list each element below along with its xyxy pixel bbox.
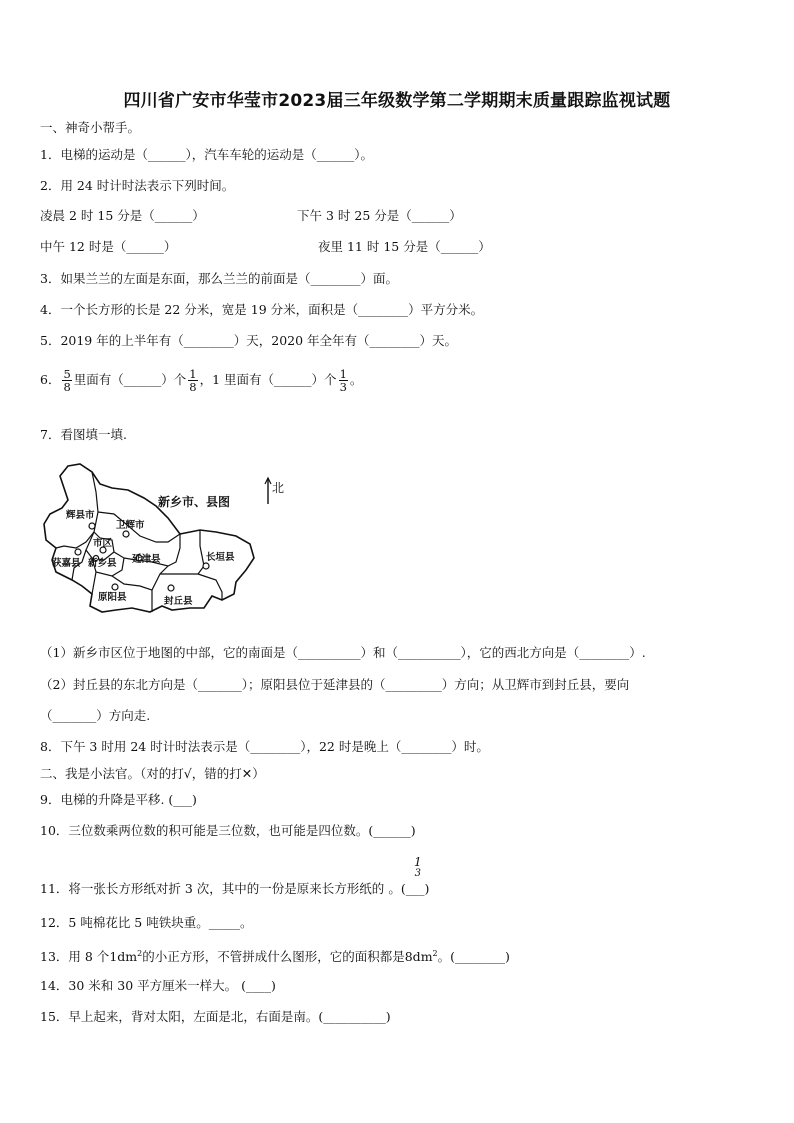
q6-prefix: 6． <box>40 372 61 387</box>
fraction-5-8 <box>62 368 71 393</box>
label-huixian: 辉县市 <box>66 510 95 521</box>
xinxiang-map <box>40 462 300 622</box>
question-7-3: （_______）方向走. <box>40 708 151 723</box>
label-shiqu: 市区 <box>93 538 113 549</box>
question-7-2: （2）封丘县的东北方向是（_______）；原阳县位于延津县的（_________）方向；从卫辉市到封丘县，要向 <box>40 677 630 692</box>
question-2b: 下午 3 时 25 分是（______） <box>297 208 462 223</box>
frac-den: 8 <box>189 380 197 394</box>
q13-unit-2: 8dm <box>404 949 433 965</box>
question-15: 15．早上起来，背对太阳，左面是北，右面是南。(__________) <box>40 1009 391 1024</box>
marker-changyuan <box>203 563 209 569</box>
question-11 <box>40 881 429 897</box>
question-7: 7．看图填一填. <box>40 427 127 442</box>
q11-frac-num: 1 <box>414 855 422 869</box>
label-fengqiu: 封丘县 <box>164 596 193 607</box>
question-2: 2．用 24 时计时法表示下列时间。 <box>40 178 235 193</box>
frac-num: 5 <box>63 367 71 381</box>
marker-fengqiu <box>168 585 174 591</box>
q11-end: 。(___) <box>388 881 430 896</box>
question-8: 8．下午 3 时用 24 时计时法表示是（________），22 时是晚上（________）时。 <box>40 739 489 754</box>
fraction-1-8 <box>188 368 197 393</box>
question-7-1: （1）新乡市区位于地图的中部，它的南面是（__________）和（__________），它的西北方向是（________）. <box>40 645 646 660</box>
label-changyuan: 长垣县 <box>206 552 235 563</box>
question-13 <box>40 946 510 965</box>
north-label: 北 <box>272 481 285 495</box>
frac-den: 3 <box>339 380 347 394</box>
q11-fraction <box>414 856 422 880</box>
question-5: 5．2019 年的上半年有（________）天，2020 年全年有（________）天。 <box>40 333 458 348</box>
marker-yuanyang <box>112 584 118 590</box>
map-title: 新乡市、县图 <box>158 495 231 509</box>
frac-num: 1 <box>339 367 347 381</box>
question-2a: 凌晨 2 时 15 分是（______） <box>40 208 205 223</box>
label-yanjin: 延津县 <box>132 554 161 565</box>
question-6 <box>40 368 362 393</box>
label-xinxiang: 新乡县 <box>88 558 117 569</box>
label-weihui: 卫辉市 <box>116 520 145 531</box>
q6-end: 。 <box>349 372 363 387</box>
q13-text-a: 13．用 8 个 <box>40 949 110 965</box>
marker-huojia <box>75 549 81 555</box>
question-9: 9．电梯的升降是平移. (___) <box>40 792 197 807</box>
marker-huixian <box>89 523 95 529</box>
q6-text-2: ，1 里面有（______）个 <box>199 372 337 387</box>
question-14: 14．30 米和 30 平方厘米一样大。 (____) <box>40 978 276 993</box>
question-3: 3．如果兰兰的左面是东面，那么兰兰的前面是（________）面。 <box>40 271 398 286</box>
question-2d: 夜里 11 时 15 分是（______） <box>318 239 491 254</box>
q13-exp-1: 2 <box>137 949 143 958</box>
frac-den: 8 <box>63 380 71 394</box>
map-outer-boundary <box>44 464 254 612</box>
q13-text-c: 。(________) <box>437 949 510 965</box>
label-yuanyang: 原阳县 <box>98 592 127 603</box>
fraction-1-3 <box>339 368 348 393</box>
q11-frac-den: 3 <box>414 868 421 879</box>
frac-num: 1 <box>189 367 197 381</box>
section-heading-1: 一、神奇小帮手。 <box>40 120 141 135</box>
question-2c: 中午 12 时是（______） <box>40 239 177 254</box>
page-title: 四川省广安市华莹市2023届三年级数学第二学期期末质量跟踪监视试题 <box>123 91 671 111</box>
q13-text-b: 的小正方形，不管拼成什么图形，它的面积都是 <box>142 949 405 965</box>
question-4: 4．一个长方形的长是 22 分米，宽是 19 分米，面积是（________）平方分米。 <box>40 302 484 317</box>
marker-weihui <box>123 531 129 537</box>
q11-text: 11．将一张长方形纸对折 3 次，其中的一份是原来长方形纸的 <box>40 881 385 896</box>
q13-unit-1: 1dm <box>109 949 138 965</box>
q13-exp-2: 2 <box>432 949 438 958</box>
q6-text-1: 里面有（______）个 <box>73 372 187 387</box>
question-10: 10．三位数乘两位数的积可能是三位数，也可能是四位数。(______) <box>40 823 416 838</box>
question-12: 12．5 吨棉花比 5 吨铁块重。_____。 <box>40 915 253 930</box>
question-1: 1．电梯的运动是（______），汽车车轮的运动是（______）。 <box>40 147 373 162</box>
label-huojia: 获嘉县 <box>52 558 81 569</box>
section-heading-2: 二、我是小法官。（对的打√，错的打✕） <box>40 766 265 781</box>
